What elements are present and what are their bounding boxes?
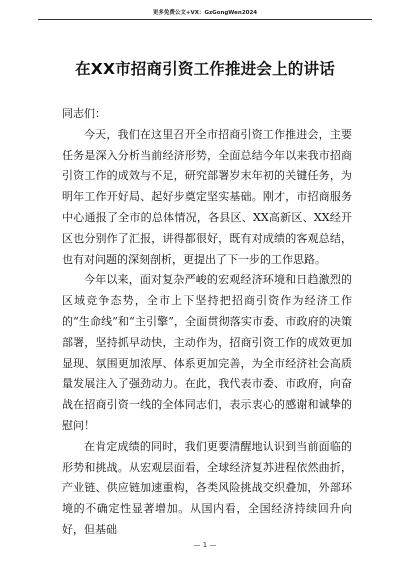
document-body <box>62 104 352 541</box>
paragraph-2: 今年以来，面对复杂严峻的宏观经济环境和日趋激烈的区域竞争态势，全市上下坚持把招商引资作为经济工作的“生命线”和“主引擎”，全面贯彻落实市委、市政府的决策部署，坚持抓早动快，主动作为，招商引资工作的成效更加显现、氛围更加浓厚、体系更加完善，为全市经济社会高质量发展注入了强劲动力。在此，我代表市委、市政府，向奋战在招商引资一线的全体同志们，表示衷心的感谢和诚挚的慰问！ <box>62 273 352 432</box>
header-rule <box>38 19 372 20</box>
page-header: 更多免费公文+VX：GzGongWen2024 <box>152 10 258 16</box>
page-number: — 1 — <box>193 541 217 549</box>
paragraph-1: 今天，我们在这里召开全市招商引资工作推进会，主要任务是深入分析当前经济形势，全面总结今年以来我市招商引资工作的成效与不足，研究部署岁末年初的关键任务，为明年工作开好局、起好步奠定坚实基础。刚才，市招商服务中心通报了全市的总体情况，各县区、XX高新区、XX经开区也分别作了汇报，讲得都很好，既有对成绩的客观总结，也有对问题的深刻剖析，更提出了下一步的工作思路。 <box>62 127 352 266</box>
paragraph-3: 在肯定成绩的同时，我们更要清醒地认识到当前面临的形势和挑战。从宏观层面看，全球经济复苏进程依然曲折，产业链、供应链加速重构，各类风险挑战交织叠加，外部环境的不确定性显著增加。从国内看，全国经济持续回升向好，但基础 <box>62 439 352 536</box>
document-title: 在XX市招商引资工作推进会上的讲话 <box>75 60 335 78</box>
salutation: 同志们： <box>62 107 106 120</box>
